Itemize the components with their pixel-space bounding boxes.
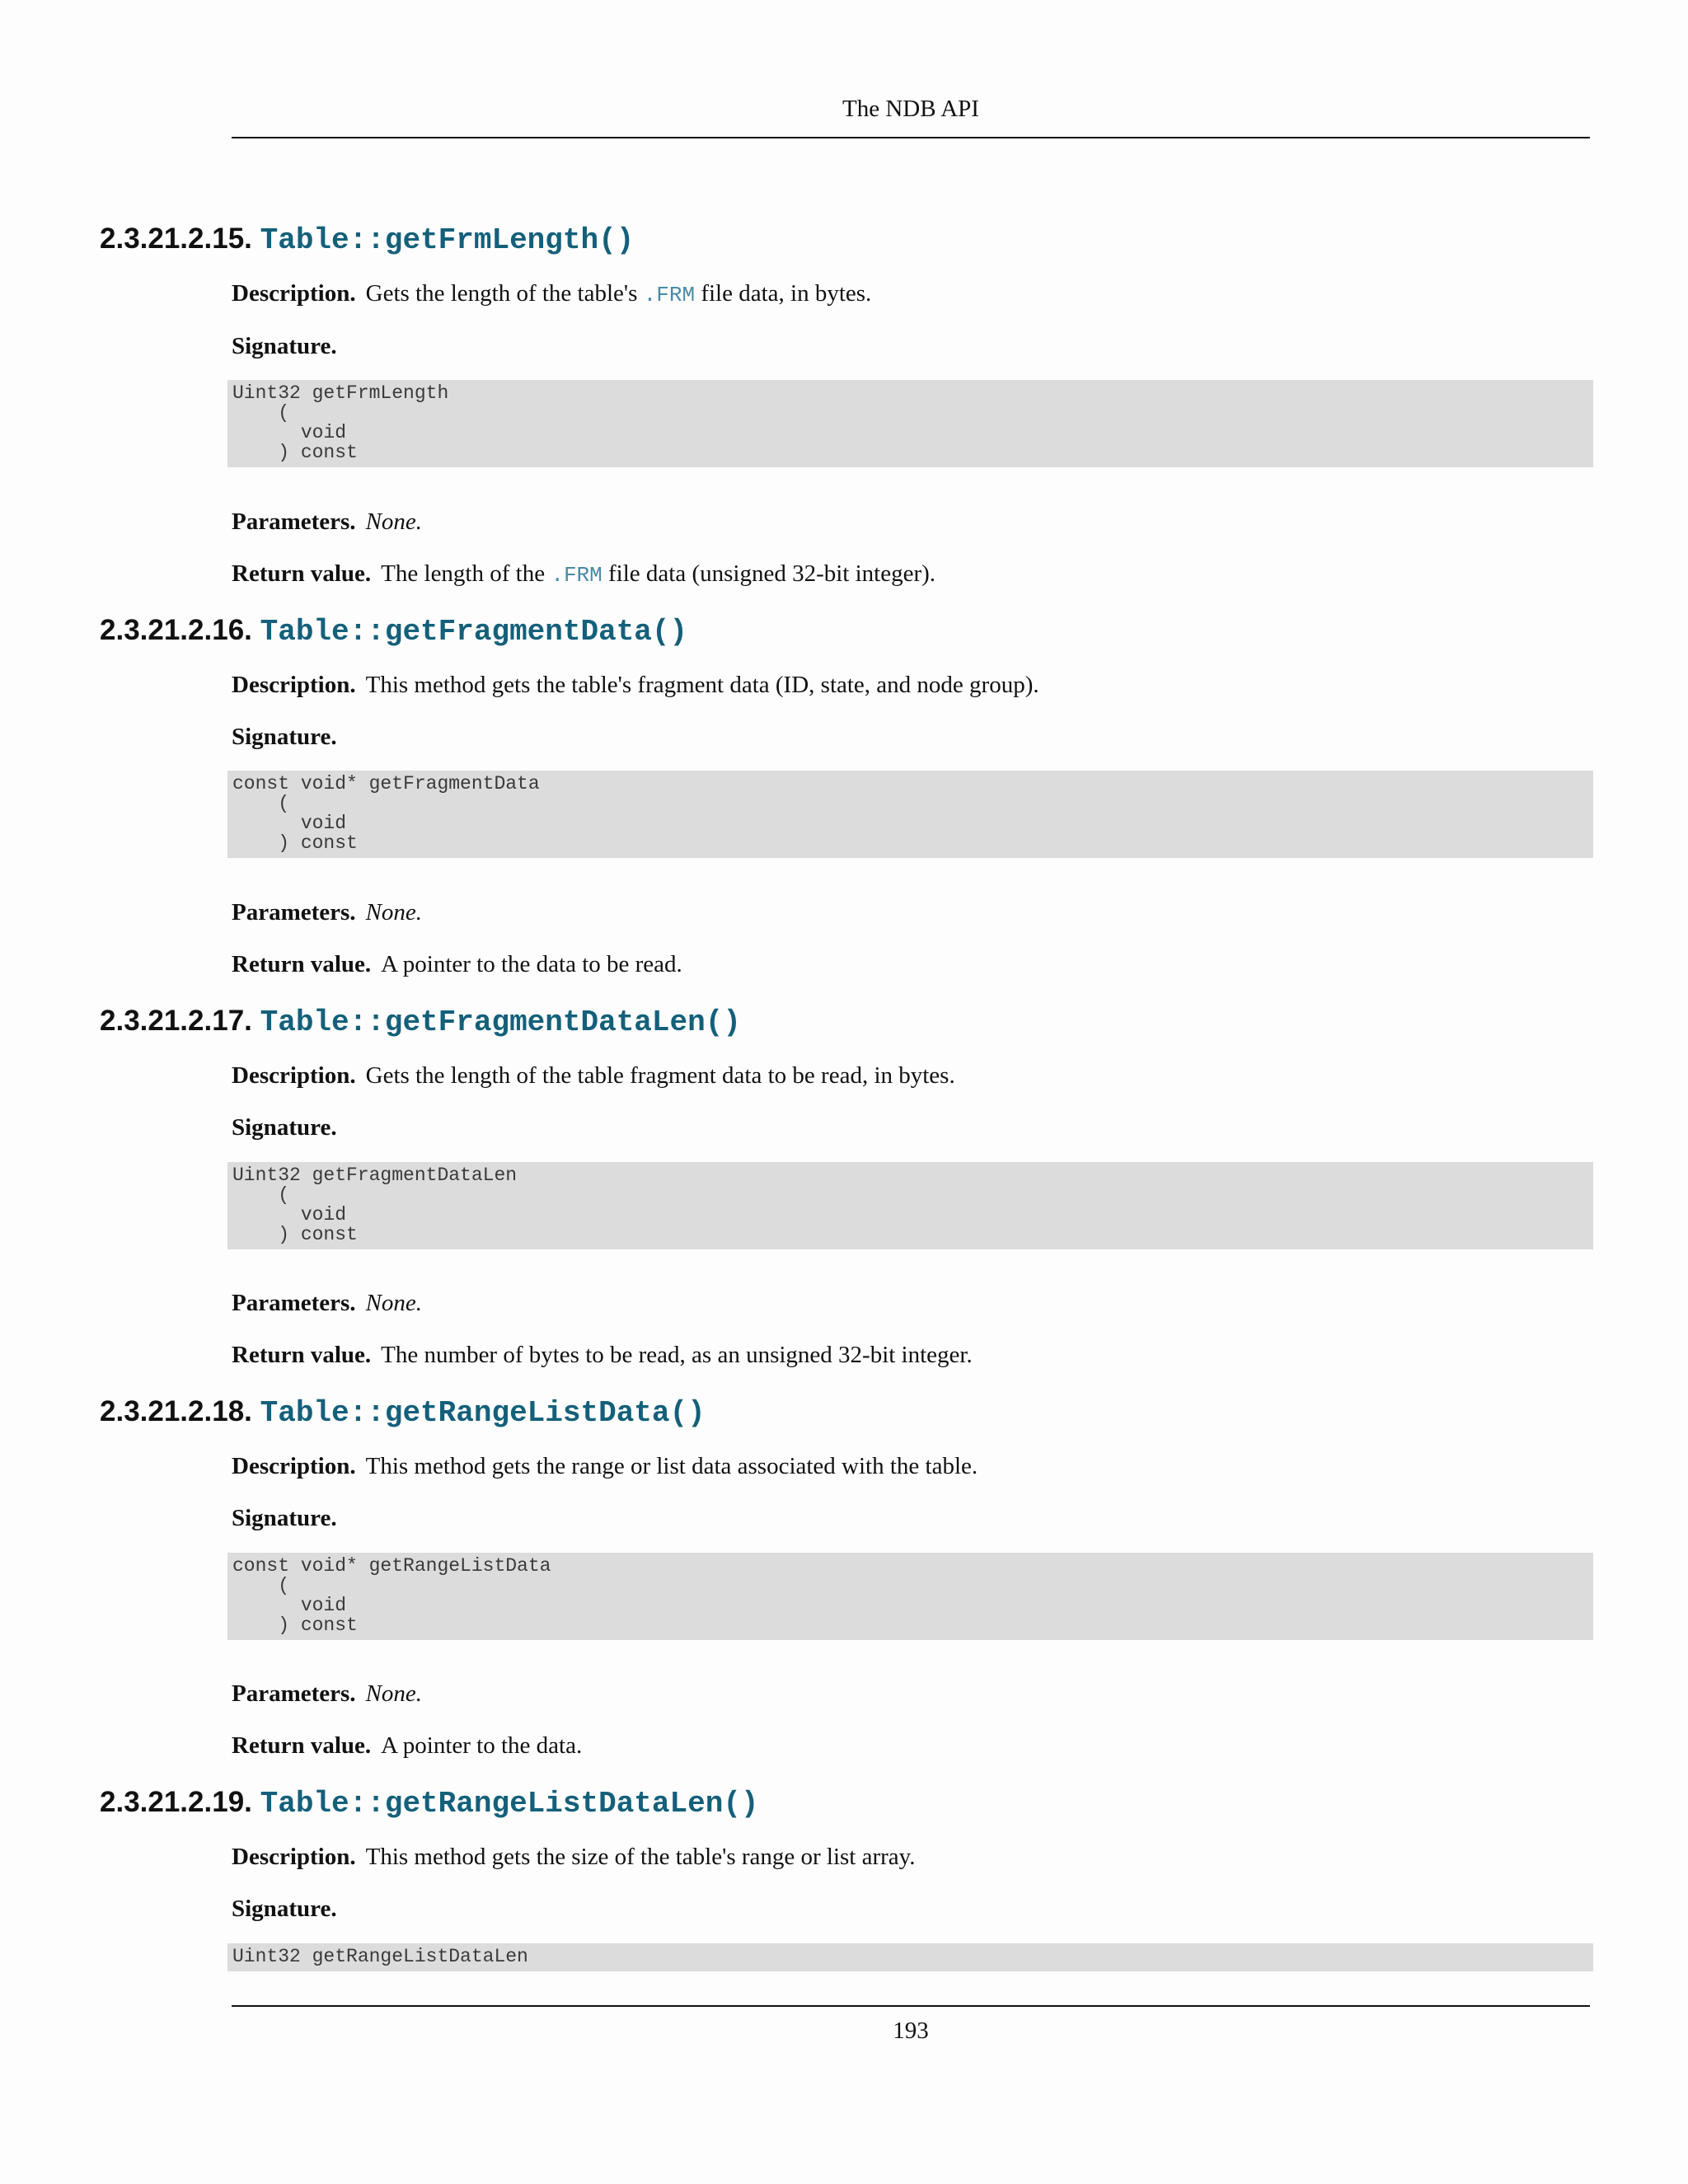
code-line: ) const (232, 832, 358, 854)
parameters-paragraph (232, 1677, 422, 1710)
description-text: file data, in bytes. (701, 280, 872, 307)
section-heading-getfrmlength (100, 221, 634, 259)
section-heading-getfragmentdatalen (100, 1003, 741, 1041)
return-value-label: Return value. (232, 1342, 372, 1368)
code-line: Uint32 getRangeListDataLen (232, 1946, 528, 1967)
return-value-text: A pointer to the data to be read. (381, 951, 682, 977)
signature-label: Signature. (232, 724, 337, 750)
description-text: This method gets the range or list data associated with the table. (365, 1453, 978, 1479)
code-line: ) const (232, 442, 358, 463)
description-label: Description. (232, 1062, 356, 1089)
return-value-paragraph (232, 1729, 582, 1762)
section-number: 2.3.21.2.19. (100, 1786, 252, 1818)
parameters-label: Parameters. (232, 1680, 356, 1707)
return-value-label: Return value. (232, 951, 372, 977)
code-line: void (232, 422, 347, 443)
code-line: ) const (232, 1615, 358, 1636)
description-text: This method gets the size of the table's range or list array. (365, 1844, 916, 1870)
signature-label: Signature. (232, 333, 337, 359)
signature-heading (232, 1892, 337, 1925)
description-label: Description. (232, 280, 356, 307)
return-value-text: The number of bytes to be read, as an unsigned 32-bit integer. (381, 1342, 973, 1368)
code-line: Uint32 getFragmentDataLen (232, 1165, 518, 1186)
code-line: const void* getRangeListData (232, 1555, 551, 1577)
description-text: Gets the length of the table's (365, 280, 638, 307)
parameters-label: Parameters. (232, 1290, 356, 1316)
return-value-paragraph (232, 948, 682, 981)
parameters-text: None. (365, 899, 423, 926)
section-heading-getrangelistdatalen (100, 1784, 759, 1822)
signature-label: Signature. (232, 1896, 337, 1922)
header-divider (232, 137, 1590, 138)
description-text: Gets the length of the table fragment data to be read, in bytes. (365, 1062, 955, 1089)
parameters-paragraph (232, 896, 422, 929)
description-paragraph (232, 1840, 916, 1873)
signature-heading (232, 330, 337, 363)
inline-code: .FRM (643, 283, 696, 307)
signature-heading (232, 720, 337, 753)
description-label: Description. (232, 672, 356, 698)
signature-code-block (227, 1553, 1593, 1640)
page-header-title: The NDB API (842, 96, 979, 122)
method-name-link[interactable]: Table::getRangeListData() (260, 1396, 706, 1430)
signature-code-block (227, 1943, 1593, 1971)
return-value-label: Return value. (232, 1732, 372, 1759)
code-line: void (232, 1204, 347, 1226)
parameters-text: None. (365, 509, 423, 535)
method-name-link[interactable]: Table::getFragmentData() (260, 615, 688, 649)
page-number: 193 (893, 2018, 929, 2044)
code-line: ( (232, 793, 290, 814)
signature-heading (232, 1502, 337, 1535)
signature-label: Signature. (232, 1505, 337, 1531)
code-line: Uint32 getFrmLength (232, 382, 449, 404)
description-paragraph (232, 1059, 955, 1092)
code-line: void (232, 1595, 347, 1616)
section-number: 2.3.21.2.15. (100, 223, 252, 255)
code-line: ) const (232, 1224, 358, 1245)
code-line: ( (232, 1184, 290, 1206)
section-heading-getrangelistdata (100, 1394, 706, 1432)
signature-label: Signature. (232, 1114, 337, 1141)
return-value-text: A pointer to the data. (381, 1732, 583, 1759)
method-name-link[interactable]: Table::getFrmLength() (260, 223, 635, 257)
return-value-paragraph (232, 1338, 973, 1371)
section-number: 2.3.21.2.17. (100, 1005, 252, 1037)
description-label: Description. (232, 1844, 356, 1870)
parameters-text: None. (365, 1680, 423, 1707)
return-value-paragraph (232, 557, 935, 592)
code-line: void (232, 813, 347, 834)
signature-code-block (227, 771, 1593, 858)
footer-divider (232, 2005, 1590, 2007)
parameters-label: Parameters. (232, 899, 356, 926)
parameters-paragraph (232, 505, 422, 538)
return-value-text: file data (unsigned 32-bit integer). (608, 560, 936, 587)
description-paragraph (232, 1450, 978, 1483)
method-name-link[interactable]: Table::getRangeListDataLen() (260, 1787, 759, 1821)
description-text: This method gets the table's fragment data (ID, state, and node group). (365, 672, 1039, 698)
code-line: const void* getFragmentData (232, 773, 540, 794)
signature-code-block (227, 380, 1593, 467)
description-label: Description. (232, 1453, 356, 1479)
description-paragraph (232, 277, 871, 312)
inline-code: .FRM (551, 563, 603, 588)
return-value-text: The length of the (381, 560, 546, 587)
return-value-label: Return value. (232, 560, 372, 587)
signature-heading (232, 1111, 337, 1144)
method-name-link[interactable]: Table::getFragmentDataLen() (260, 1005, 741, 1039)
code-line: ( (232, 402, 290, 424)
section-number: 2.3.21.2.16. (100, 614, 252, 646)
parameters-label: Parameters. (232, 509, 356, 535)
parameters-text: None. (365, 1290, 423, 1316)
code-line: ( (232, 1575, 290, 1596)
description-paragraph (232, 668, 1039, 701)
parameters-paragraph (232, 1286, 422, 1319)
signature-code-block (227, 1162, 1593, 1249)
section-heading-getfragmentdata (100, 612, 687, 650)
section-number: 2.3.21.2.18. (100, 1395, 252, 1427)
